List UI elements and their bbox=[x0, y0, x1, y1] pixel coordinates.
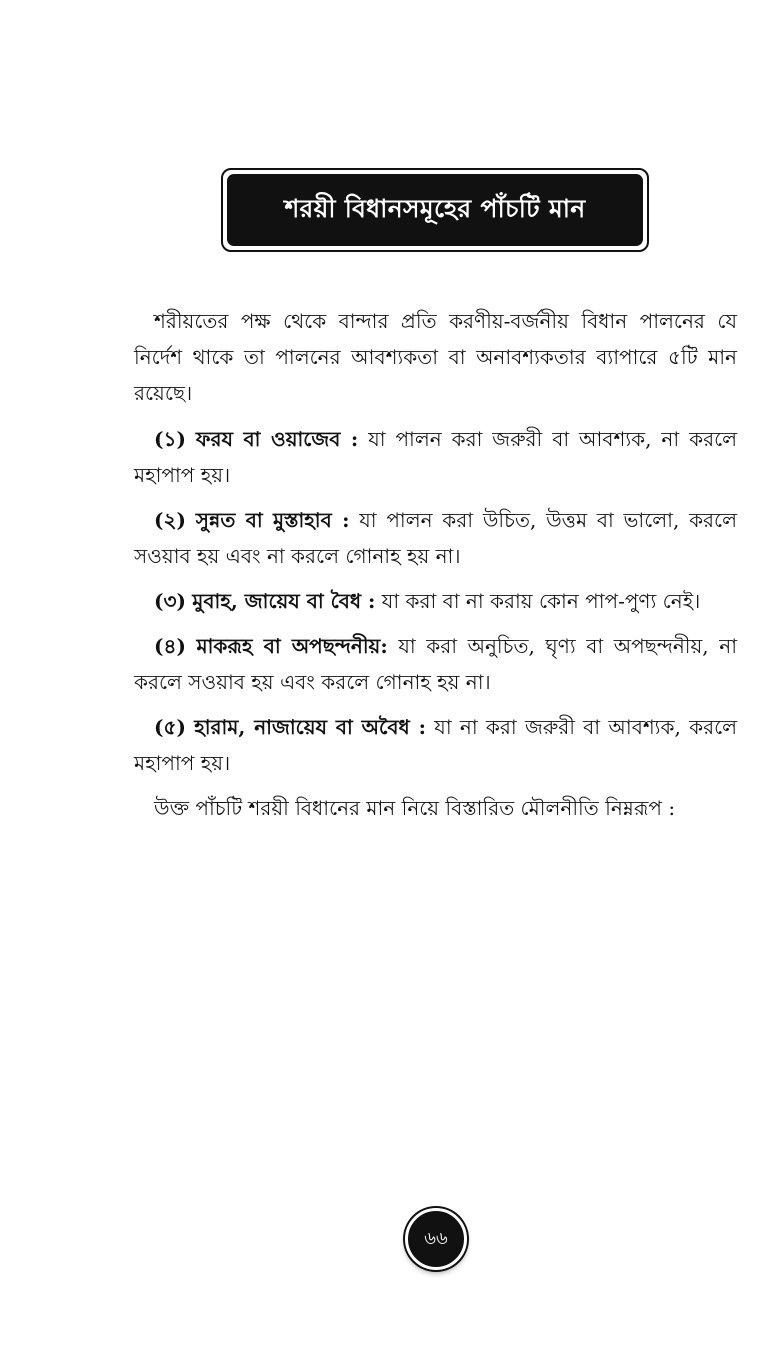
item-description: যা পালন করা জরুরী বা আবশ্যক, না করলে মহাপাপ হয়। bbox=[134, 427, 738, 487]
item-description: যা পালন করা উচিত, উত্তম বা ভালো, করলে সওয়াব হয় এবং না করলে গোনাহ হয় না। bbox=[134, 508, 737, 568]
item-number: (২) bbox=[154, 508, 186, 532]
list-item-2 bbox=[134, 502, 737, 574]
list-item-3 bbox=[134, 583, 737, 619]
page-title: শরয়ী বিধানসমূহের পাঁচটি মান bbox=[227, 174, 643, 246]
intro-paragraph: শরীয়তের পক্ষ থেকে বান্দার প্রতি করণীয়-বর্জনীয় বিধান পালনের যে নির্দেশ থাকে তা পালনের আবশ্যকতা বা অনাবশ্যকতার ব্যাপারে ৫টি মান রয়েছে। bbox=[134, 309, 737, 405]
page-title-box bbox=[221, 168, 649, 252]
item-term: মাকরূহ বা অপছন্দনীয়: bbox=[196, 634, 388, 658]
item-number: (৫) bbox=[154, 715, 186, 739]
closing-paragraph: উক্ত পাঁচটি শরয়ী বিধানের মান নিয়ে বিস্তারিত মৌলনীতি নিম্নরূপ : bbox=[154, 796, 676, 820]
item-term: ফরয বা ওয়াজেব : bbox=[195, 427, 359, 451]
item-term: সুন্নত বা মুস্তাহাব : bbox=[195, 508, 350, 532]
item-term: মুবাহ, জায়েয বা বৈধ : bbox=[192, 589, 376, 613]
list-item-1 bbox=[134, 421, 737, 493]
list-item-5 bbox=[134, 709, 737, 781]
item-term: হারাম, নাজায়েয বা অবৈধ : bbox=[194, 715, 427, 739]
item-number: (১) bbox=[154, 427, 186, 451]
item-description: যা করা বা না করায় কোন পাপ-পুণ্য নেই। bbox=[381, 589, 701, 613]
item-number: (৪) bbox=[154, 634, 186, 658]
item-description: যা না করা জরুরী বা আবশ্যক, করলে মহাপাপ হয়। bbox=[134, 715, 738, 775]
list-item-4 bbox=[134, 628, 737, 700]
item-description: যা করা অনুচিত, ঘৃণ্য বা অপছন্দনীয়, না করলে সওয়াব হয় এবং করলে গোনাহ হয় না। bbox=[134, 634, 737, 694]
item-number: (৩) bbox=[154, 589, 186, 613]
page-number: ৬৬ bbox=[424, 1227, 448, 1249]
main-content bbox=[134, 303, 737, 835]
page-number-badge bbox=[405, 1208, 467, 1270]
